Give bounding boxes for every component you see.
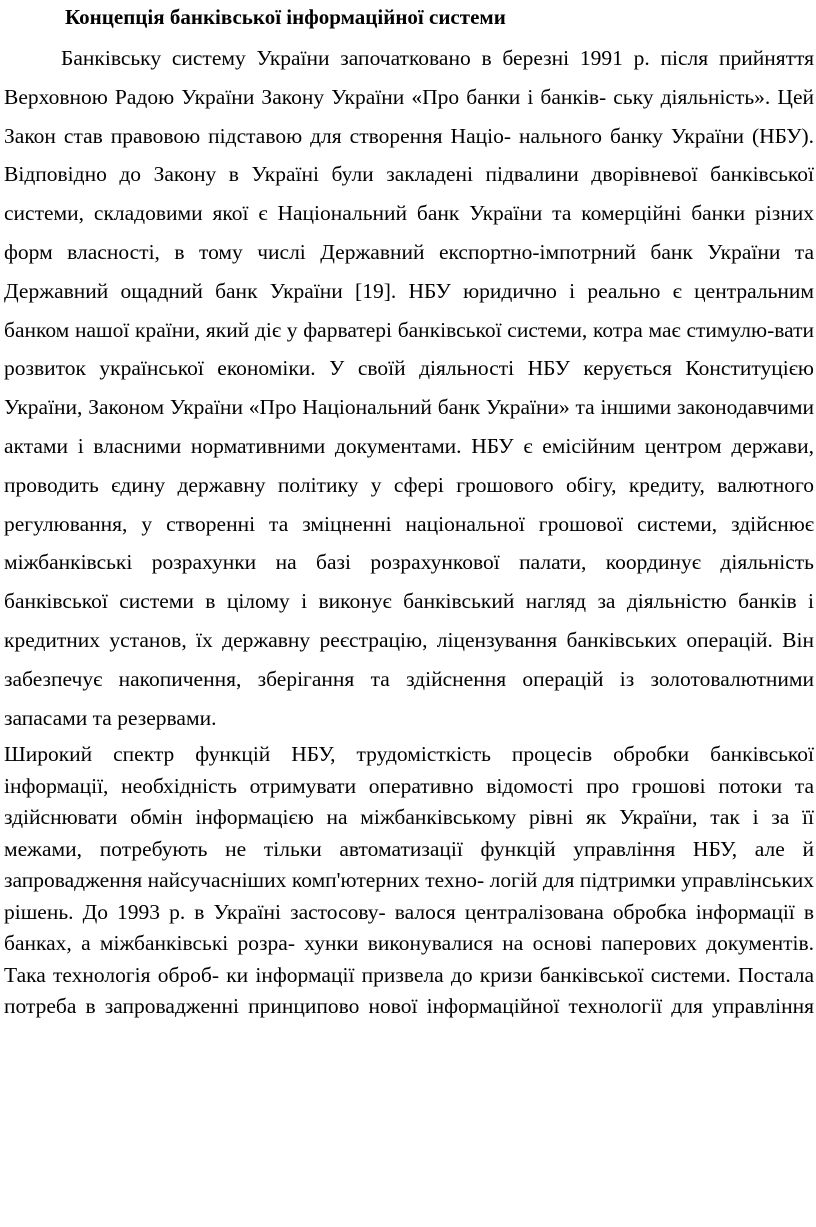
paragraph-nbu-history: Банківську систему України започатковано в березні 1991 р. після прийняття Верховною Радою України Закону України «Про банки і банків- ську діяльність». Цей Закон став правовою підставою для створення Націо- нального банку України (НБУ). Відповідно до Закону в Україні були закладені підвалини дворівневої банківської системи, складовими якої є Національний банк України та комерційні банки різних форм власності, в тому числі Державний експортно-імпотрний банк України та Державний ощадний банк України [19]. НБУ юридично і реально є центральним банком нашої країни, який діє у фарватері банківської системи, котра має стимулю-вати розвиток української економіки. У своїй діяльності НБУ керується Конституцією України, Законом України «Про Національний банк України» та іншими законодавчими актами і власними нормативними документами. НБУ є емісійним центром держави, проводить єдину державну політику у сфері грошового обігу, кредиту, валютного регулювання, у створенні та зміцненні національної грошової системи, здійснює міжбанківські розрахунки на базі розрахункової палати, координує діяльність банківської системи в цілому і виконує банківський нагляд за діяльністю банків і кредитних установ, їх державну реєстрацію, ліцензування банківських операцій. Він забезпечує накопичення, зберігання та здійснення операцій із золотовалютними запасами та резервами. xyxy=(4,46,814,730)
section-title: Концепція банківської інформаційної системи xyxy=(65,5,506,29)
paragraph-nbu-functions: Широкий спектр функцій НБУ, трудомісткість процесів обробки банківської інформації, необхідність отримувати оперативно відомості про грошові потоки та здійснювати обмін інформацією на міжбанківському рівні як України, так і за її межами, потребують не тільки автоматизації функцій управління НБУ, але й запровадження найсучасніших комп'ютерних техно- логій для підтримки управлінських рішень. До 1993 р. в Україні застосову- валося централізована обробка інформації в банках, а міжбанківські розра- хунки виконувалися на основі паперових документів. Така технологія оброб- ки інформації призвела до кризи банківської системи. Постала потреба в запровадженні принципово нової інформаційної технології для управління xyxy=(4,742,814,1019)
